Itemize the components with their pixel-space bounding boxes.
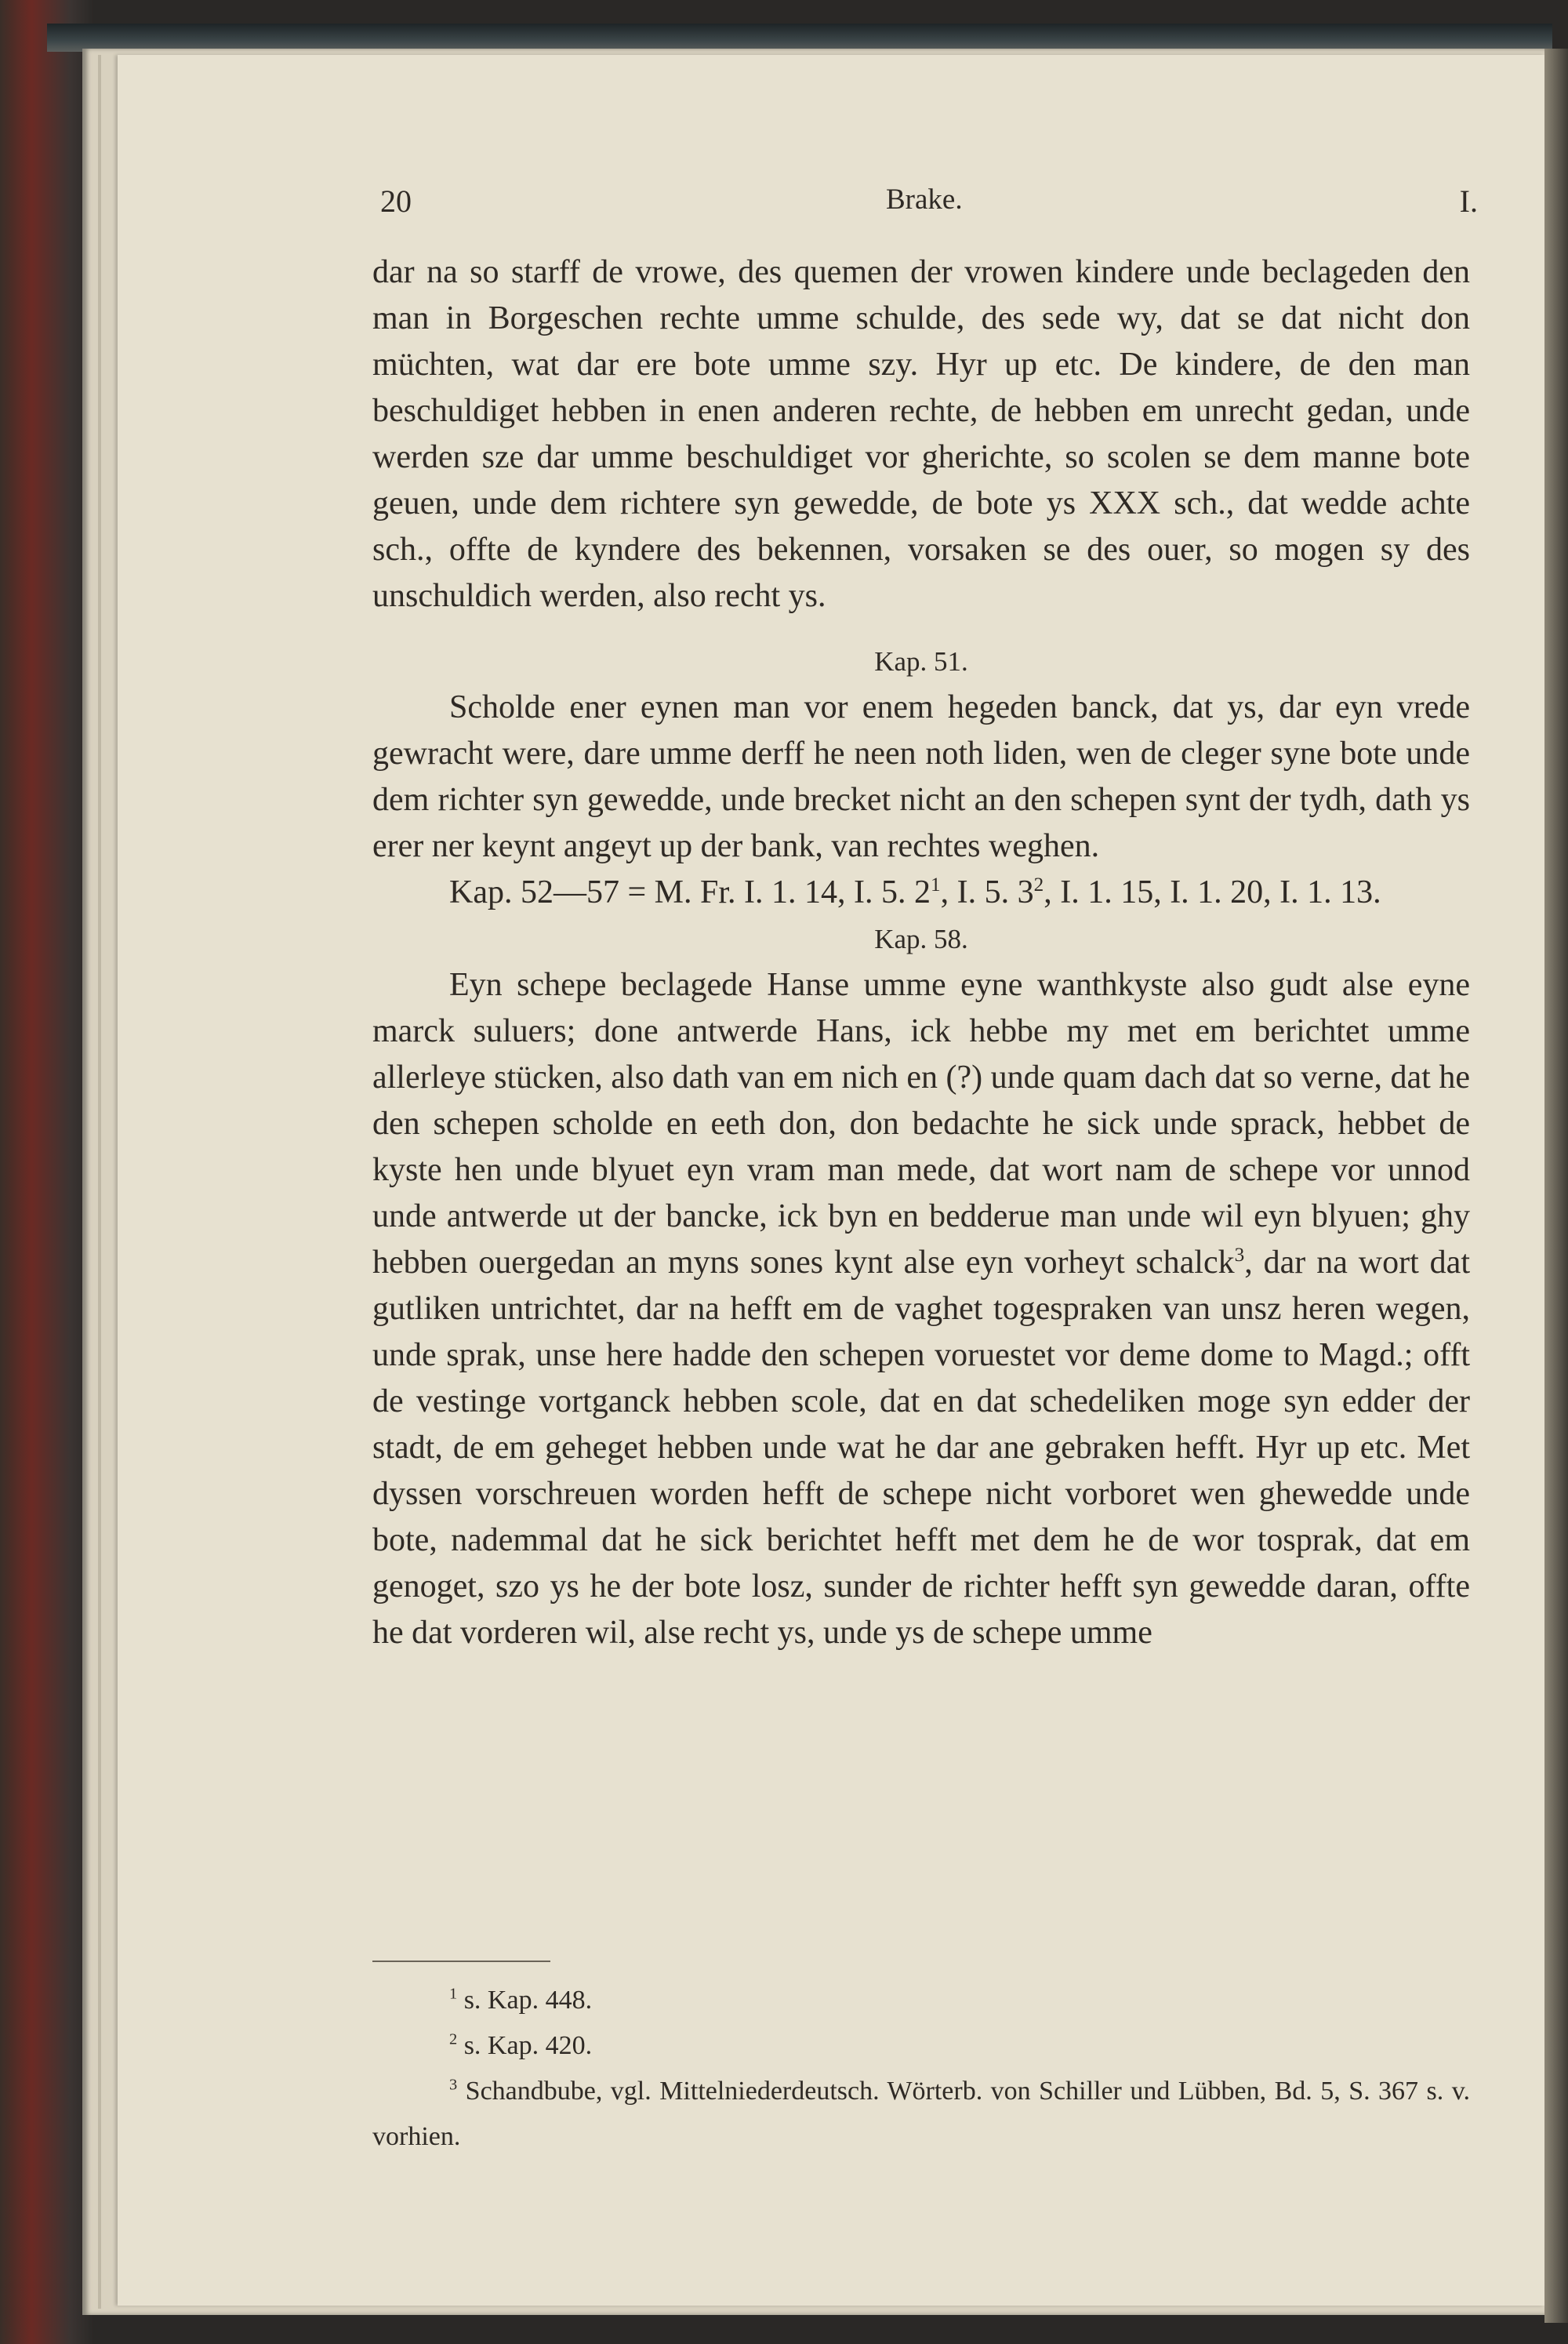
kap58-text-start: Eyn schepe beclagede Hanse umme eyne wanthkyste also gudt alse eyne marck suluers; done antwerde Hans, ick hebbe my met em berichtet umme allerleye stücken, also dath van em nich en (?) unde quam dach dat so verne, dat he den schepen scholde en eeth don, don bedachte he sick unde sprack, hebbet de kyste hen unde blyuet eyn vram man mede, dat wort nam de schepe vor unnod unde antwerde ut der bancke, ick byn en bedderue man unde wil eyn blyuen; ghy hebben ouergedan an myns sones kynt alse eyn vorheyt schalck bbox=[372, 967, 1470, 1281]
chapter-heading-58: Kap. 58. bbox=[874, 924, 968, 954]
footnotes bbox=[372, 1978, 1470, 2160]
running-header bbox=[372, 183, 1478, 222]
footnote-1 bbox=[372, 1978, 1470, 2023]
kap52-text-mid: , I. 5. 3 bbox=[940, 874, 1034, 910]
footnote-text-1: s. Kap. 448. bbox=[457, 1986, 593, 2015]
footnote-marker-3: 3 bbox=[449, 2076, 458, 2094]
running-title: Brake. bbox=[886, 184, 963, 216]
footnote-rule bbox=[372, 1961, 550, 1962]
main-text bbox=[372, 249, 1470, 1656]
page-right-edge bbox=[1544, 49, 1568, 2323]
paragraph-continuation: dar na so starff de vrowe, des quemen der vrowen kindere unde beclageden den man in Borgeschen rechte umme schulde, des sede wy, dat se dat nicht don müchten, wat dar ere bote umme szy. Hyr up etc. De kindere, de den man beschuldiget hebben in enen anderen rechte, de hebben em unrecht gedan, unde werden sze dar umme beschuldiget vor gherichte, so scolen se dem manne bote geuen, unde dem richtere syn gewedde, de bote ys XXX sch., dat wedde achte sch., offte de kyndere des bekennen, vorsaken se des ouer, so mogen sy des unschuldich werden, also recht ys. bbox=[372, 254, 1470, 614]
page-number: 20 bbox=[380, 184, 412, 219]
paragraph-kap51: Scholde ener eynen man vor enem hegeden banck, dat ys, dar eyn vrede gewracht were, dare umme derff he neen noth liden, wen de cleger syne bote unde dem richter syn gewedde, unde brecket nicht an den schepen synt der tydh, dath ys erer ner keynt angeyt up der bank, van rechtes weghen. bbox=[372, 689, 1470, 864]
chapter-heading-51: Kap. 51. bbox=[874, 646, 968, 677]
kap52-sup-2: 2 bbox=[1033, 874, 1044, 896]
footnote-2 bbox=[372, 2023, 1470, 2069]
volume-number: I. bbox=[1459, 184, 1478, 219]
kap52-sup-1: 1 bbox=[931, 874, 941, 896]
paragraph-kap58 bbox=[372, 962, 1470, 1656]
kap52-text-start: Kap. 52—57 = M. Fr. I. 1. 14, I. 5. 2 bbox=[449, 874, 931, 910]
kap58-text-end: , dar na wort dat gutliken untrichtet, dar na hefft em de vaghet togespraken van unsz heren wegen, unde sprak, unse here hadde den schepen voruestet vor deme dome to Magd.; offt de vestinge vortganck hebben scole, dat en dat schedeliken moge syn edder der stadt, de em geheget hebben unde wat he dar ane gebraken hefft. Hyr up etc. Met dyssen vorschreuen worden hefft de schepe nicht vorboret wen ghewedde unde bote, nademmal dat he sick berichtet hefft met dem he de wor tosprak, dat em genoget, szo ys he der bote losz, sunder de richter hefft syn gewedde daran, offte he dat vorderen wil, alse recht ys, unde ys de schepe umme bbox=[372, 1245, 1470, 1651]
footnote-text-2: s. Kap. 420. bbox=[457, 2031, 593, 2060]
kap52-text-end: , I. 1. 15, I. 1. 20, I. 1. 13. bbox=[1044, 874, 1381, 910]
paragraph-kap52-57 bbox=[372, 870, 1470, 916]
footnote-text-3: Schandbube, vgl. Mittelniederdeutsch. Wörterb. von Schiller und Lübben, Bd. 5, S. 367 s. v. vorhien. bbox=[372, 2077, 1470, 2151]
footnote-marker-2: 2 bbox=[449, 2030, 458, 2048]
footnote-marker-1: 1 bbox=[449, 1985, 458, 2003]
footnote-3 bbox=[372, 2069, 1470, 2160]
binding-top-edge bbox=[47, 24, 1552, 52]
kap58-footnote-ref: 3 bbox=[1234, 1245, 1245, 1266]
